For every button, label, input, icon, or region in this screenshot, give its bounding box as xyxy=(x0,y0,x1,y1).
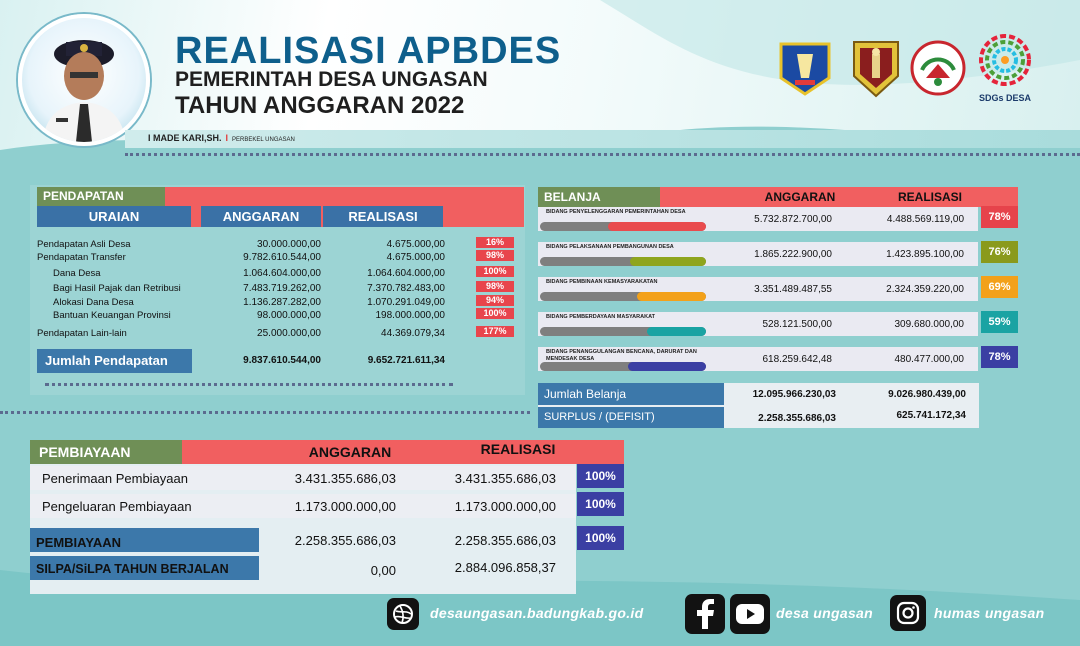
pendapatan-row-label: Bagi Hasil Pajak dan Retribusi xyxy=(53,283,181,294)
belanja-row-pct: 78% xyxy=(981,346,1018,368)
belanja-total-realisasi: 9.026.980.439,00 xyxy=(888,389,966,400)
surplus-realisasi: 625.741.172,34 xyxy=(896,410,966,421)
sdgs-desa-logo xyxy=(975,34,1035,102)
pendapatan-row-pct: 177% xyxy=(476,326,514,337)
belanja-progress-fill xyxy=(637,292,706,301)
website-globe-icon[interactable] xyxy=(387,598,419,630)
pendapatan-row-anggaran: 30.000.000,00 xyxy=(257,239,321,250)
pendapatan-row-label: Pendapatan Asli Desa xyxy=(37,239,131,250)
belanja-row-anggaran: 3.351.489.487,55 xyxy=(754,284,832,295)
pendapatan-row-pct: 100% xyxy=(476,308,514,319)
pembiayaan-total-pct: 100% xyxy=(577,526,624,550)
belanja-row-pct: 76% xyxy=(981,241,1018,263)
pendapatan-row-pct: 16% xyxy=(476,237,514,248)
facebook-icon[interactable] xyxy=(685,594,725,634)
belanja-row-anggaran: 528.121.500,00 xyxy=(762,319,832,330)
pendapatan-title: PENDAPATAN xyxy=(37,187,165,206)
pendapatan-row-anggaran: 1.064.604.000,00 xyxy=(243,268,321,279)
belanja-title: BELANJA xyxy=(538,187,660,207)
silpa-label: SILPA/SiLPA TAHUN BERJALAN xyxy=(30,556,259,580)
sdgs-desa-label: SDGs DESA xyxy=(978,93,1031,103)
belanja-row-label: BIDANG PEMBINAAN KEMASYARAKATAN xyxy=(546,279,658,285)
belanja-row-label: BIDANG PELAKSANAAN PEMBANGUNAN DESA xyxy=(546,244,674,250)
pendapatan-col-anggaran: ANGGARAN xyxy=(201,206,321,227)
official-info xyxy=(148,133,295,143)
youtube-icon[interactable] xyxy=(730,594,770,634)
pendapatan-divider xyxy=(45,383,453,386)
official-separator: I xyxy=(225,133,229,143)
website-link[interactable]: desaungasan.badungkab.go.id xyxy=(430,605,644,621)
pembiayaan-row-pct: 100% xyxy=(577,464,624,488)
pendapatan-row-label: Dana Desa xyxy=(53,268,101,279)
pendapatan-total-label: Jumlah Pendapatan xyxy=(37,349,192,373)
pendapatan-total-realisasi: 9.652.721.611,34 xyxy=(367,355,445,366)
pendapatan-row-anggaran: 98.000.000,00 xyxy=(257,310,321,321)
pendapatan-row-anggaran: 1.136.287.282,00 xyxy=(243,297,321,308)
belanja-row-pct: 59% xyxy=(981,311,1018,333)
belanja-row-realisasi: 2.324.359.220,00 xyxy=(886,284,964,295)
belanja-row-realisasi: 309.680.000,00 xyxy=(894,319,964,330)
pendapatan-row-anggaran: 25.000.000,00 xyxy=(257,328,321,339)
belanja-progress-track xyxy=(540,327,706,336)
pendapatan-row-realisasi: 7.370.782.483,00 xyxy=(367,283,445,294)
official-name: I MADE KARI,SH. xyxy=(148,133,222,143)
belanja-progress-fill xyxy=(647,327,706,336)
pendapatan-row-realisasi: 198.000.000,00 xyxy=(375,310,445,321)
pembiayaan-row-realisasi: 3.431.355.686,03 xyxy=(454,471,556,486)
pendapatan-row-realisasi: 4.675.000,00 xyxy=(386,252,445,263)
pendapatan-row-label: Alokasi Dana Desa xyxy=(53,297,134,308)
instagram-link[interactable]: humas ungasan xyxy=(934,605,1045,621)
pendapatan-row-label: Pendapatan Transfer xyxy=(37,252,126,263)
official-role: PERBEKEL UNGASAN xyxy=(232,137,295,143)
belanja-progress-fill xyxy=(630,257,706,266)
header-divider xyxy=(125,153,1080,156)
belanja-row-label: BIDANG PENYELENGGARAN PEMERINTAHAN DESA xyxy=(546,209,686,215)
pembiayaan-col-realisasi: REALISASI xyxy=(480,441,556,457)
pendapatan-row-realisasi: 1.064.604.000,00 xyxy=(367,268,445,279)
belanja-row-anggaran: 5.732.872.700,00 xyxy=(754,214,832,225)
pembiayaan-total-anggaran: 2.258.355.686,03 xyxy=(294,533,396,548)
belanja-row-anggaran: 1.865.222.900,00 xyxy=(754,249,832,260)
belanja-row-label: BIDANG PENANGGULANGAN BENCANA, DARURAT DAN MENDESAK DESA xyxy=(546,349,697,362)
page-subtitle-year: TAHUN ANGGARAN 2022 xyxy=(175,92,465,119)
silpa-anggaran: 0,00 xyxy=(370,563,396,578)
pendapatan-row-realisasi: 1.070.291.049,00 xyxy=(367,297,445,308)
belanja-row-label: BIDANG PEMBERDAYAAN MASYARAKAT xyxy=(546,314,655,320)
belanja-progress-track xyxy=(540,222,706,231)
pendapatan-col-uraian: URAIAN xyxy=(37,206,191,227)
official-photo xyxy=(18,14,150,146)
pendapatan-col-realisasi: REALISASI xyxy=(323,206,443,227)
pendapatan-row-pct: 100% xyxy=(476,266,514,277)
pendapatan-row-realisasi: 4.675.000,00 xyxy=(386,239,445,250)
belanja-row-pct: 78% xyxy=(981,206,1018,228)
pendapatan-row-anggaran: 7.483.719.262,00 xyxy=(243,283,321,294)
pendapatan-row-label: Bantuan Keuangan Provinsi xyxy=(53,310,171,321)
belanja-progress-fill xyxy=(628,362,706,371)
pembiayaan-total-text: PEMBIAYAAN xyxy=(36,535,122,550)
pembiayaan-row-label: Pengeluaran Pembiayaan xyxy=(42,499,192,514)
village-crest-logo xyxy=(846,38,906,98)
page-title: REALISASI APBDES xyxy=(175,30,562,72)
pendapatan-row-pct: 98% xyxy=(476,281,514,292)
pembiayaan-row-anggaran: 1.173.000.000,00 xyxy=(294,499,396,514)
pendapatan-total-anggaran: 9.837.610.544,00 xyxy=(243,355,321,366)
belanja-progress-fill xyxy=(608,222,706,231)
belanja-row-anggaran: 618.259.642,48 xyxy=(762,354,832,365)
belanja-row-realisasi: 4.488.569.119,00 xyxy=(886,214,964,225)
section-divider xyxy=(0,411,530,414)
belanja-total-label: Jumlah Belanja xyxy=(538,383,724,405)
surplus-label: SURPLUS / (DEFISIT) xyxy=(538,407,724,428)
belanja-row-realisasi: 480.477.000,00 xyxy=(894,354,964,365)
belanja-col-anggaran: ANGGARAN xyxy=(764,190,836,204)
surplus-anggaran: 2.258.355.686,03 xyxy=(758,413,836,424)
belanja-progress-track xyxy=(540,362,706,371)
pendapatan-row-pct: 94% xyxy=(476,295,514,306)
pendapatan-row-pct: 98% xyxy=(476,250,514,261)
pembiayaan-title: PEMBIAYAAN xyxy=(30,440,182,464)
belanja-total-anggaran: 12.095.966.230,03 xyxy=(752,389,836,400)
belanja-row-realisasi: 1.423.895.100,00 xyxy=(886,249,964,260)
pendapatan-row-anggaran: 9.782.610.544,00 xyxy=(243,252,321,263)
pendapatan-row-realisasi: 44.369.079,34 xyxy=(381,328,445,339)
pembiayaan-col-anggaran: ANGGARAN xyxy=(308,444,392,460)
belanja-row-pct: 69% xyxy=(981,276,1018,298)
pembiayaan-row-anggaran: 3.431.355.686,03 xyxy=(294,471,396,486)
pembiayaan-row-pct: 100% xyxy=(577,492,624,516)
belanja-progress-track xyxy=(540,292,706,301)
bumdes-logo xyxy=(908,38,968,98)
pembiayaan-total-realisasi: 2.258.355.686,03 xyxy=(454,533,556,548)
social-name-link[interactable]: desa ungasan xyxy=(776,605,873,621)
pembiayaan-total-label xyxy=(30,528,259,552)
pembiayaan-row-label: Penerimaan Pembiayaan xyxy=(42,471,188,486)
badung-regency-logo xyxy=(775,38,835,98)
pendapatan-row-label: Pendapatan Lain-lain xyxy=(37,328,127,339)
pembiayaan-row-realisasi: 1.173.000.000,00 xyxy=(454,499,556,514)
silpa-realisasi: 2.884.096.858,37 xyxy=(454,560,556,575)
belanja-col-realisasi: REALISASI xyxy=(897,190,962,204)
belanja-progress-track xyxy=(540,257,706,266)
page-subtitle-government: PEMERINTAH DESA UNGASAN xyxy=(175,68,488,91)
instagram-icon[interactable] xyxy=(890,595,926,631)
